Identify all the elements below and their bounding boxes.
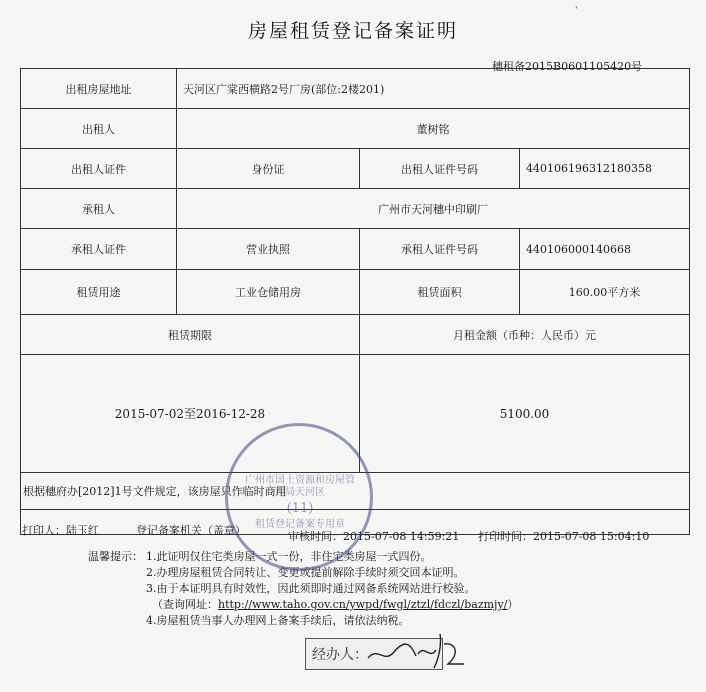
use-label: 租赁用途 xyxy=(21,270,177,314)
seal-line-1: 广州市国土资源和房屋管理局天河区 xyxy=(245,475,355,498)
address-label: 出租房屋地址 xyxy=(21,69,177,108)
corner-mark: ' xyxy=(575,6,578,16)
lessee-id-type: 营业执照 xyxy=(177,229,360,269)
lessee-id-label: 承租人证件 xyxy=(21,229,177,269)
row-use-area xyxy=(21,270,689,315)
lessor-label: 出租人 xyxy=(21,109,177,148)
record-number: 穗租备2015B0601105420号 xyxy=(492,60,643,73)
handler-label: 经办人： xyxy=(312,647,368,663)
remark: 根据穗府办[2012]1号文件规定，该房屋只作临时商用 xyxy=(23,485,287,498)
lessee-value: 广州市天河穗中印刷厂 xyxy=(378,202,488,216)
area-label: 租赁面积 xyxy=(360,270,520,314)
note-item: 2.办理房屋租赁合同转让、变更或提前解除手续时须交回本证明。 xyxy=(146,566,465,579)
notes-header: 温馨提示： xyxy=(88,550,143,563)
note-query-suffix: ） xyxy=(507,598,519,611)
row-lessor xyxy=(21,109,689,149)
area-value: 160.00平方米 xyxy=(568,286,641,299)
note-item: 3.由于本证明具有时效性，因此须即时通过网备系统网站进行校验。 xyxy=(146,582,476,595)
lessee-id-number: 440106000140668 xyxy=(526,242,631,256)
seal-line-2: (11) xyxy=(286,501,314,516)
row-lessor-id xyxy=(21,149,689,189)
query-url-link[interactable]: http://www.taho.gov.cn/ywpd/fwgl/ztzl/fdczl/bazmjy/ xyxy=(218,598,508,611)
lessee-label: 承租人 xyxy=(21,189,177,228)
printer: 打印人：陆玉红 xyxy=(22,524,99,537)
row-lessee-id xyxy=(21,229,689,270)
registration-authority: 登记备案机关（盖章） xyxy=(136,524,246,537)
note-item: 4.房屋租赁当事人办理网上备案手续后，请依法纳税。 xyxy=(146,614,410,627)
note-query-line xyxy=(152,597,518,612)
lessor-id-number-label: 出租人证件号码 xyxy=(360,149,520,188)
row-address xyxy=(21,69,689,109)
row-period-rent-header xyxy=(21,315,689,355)
row-lessee xyxy=(21,189,689,229)
handler-signature xyxy=(360,624,470,672)
use-value: 工业仓储用房 xyxy=(177,270,360,314)
audit-time: 审核时间：2015-07-08 14:59:21 xyxy=(288,530,460,543)
document-title: 房屋租赁登记备案证明 xyxy=(247,20,458,42)
lessee-id-number-label: 承租人证件号码 xyxy=(360,229,520,269)
period-value: 2015-07-02至2016-12-28 xyxy=(21,355,360,472)
period-label: 租赁期限 xyxy=(21,315,360,354)
address-value: 天河区广棠西横路2号厂房(部位:2楼201) xyxy=(183,82,385,96)
rent-value: 5100.00 xyxy=(499,406,550,421)
seal-line-3: 租赁登记备案专用章 xyxy=(255,519,345,530)
lessor-id-label: 出租人证件 xyxy=(21,149,177,188)
note-query-prefix: （查询网址： xyxy=(152,598,218,611)
note-item: 1.此证明仅住宅类房屋一式一份，非住宅类房屋一式四份。 xyxy=(146,550,432,563)
official-seal-text xyxy=(245,475,355,531)
lessor-value: 董树铭 xyxy=(416,122,450,136)
print-time: 打印时间：2015-07-08 15:04:10 xyxy=(478,530,650,543)
rent-label: 月租金额（币种：人民币）元 xyxy=(453,328,596,342)
lessor-id-number: 440106196312180358 xyxy=(526,162,652,175)
lessor-id-type: 身份证 xyxy=(177,149,360,188)
